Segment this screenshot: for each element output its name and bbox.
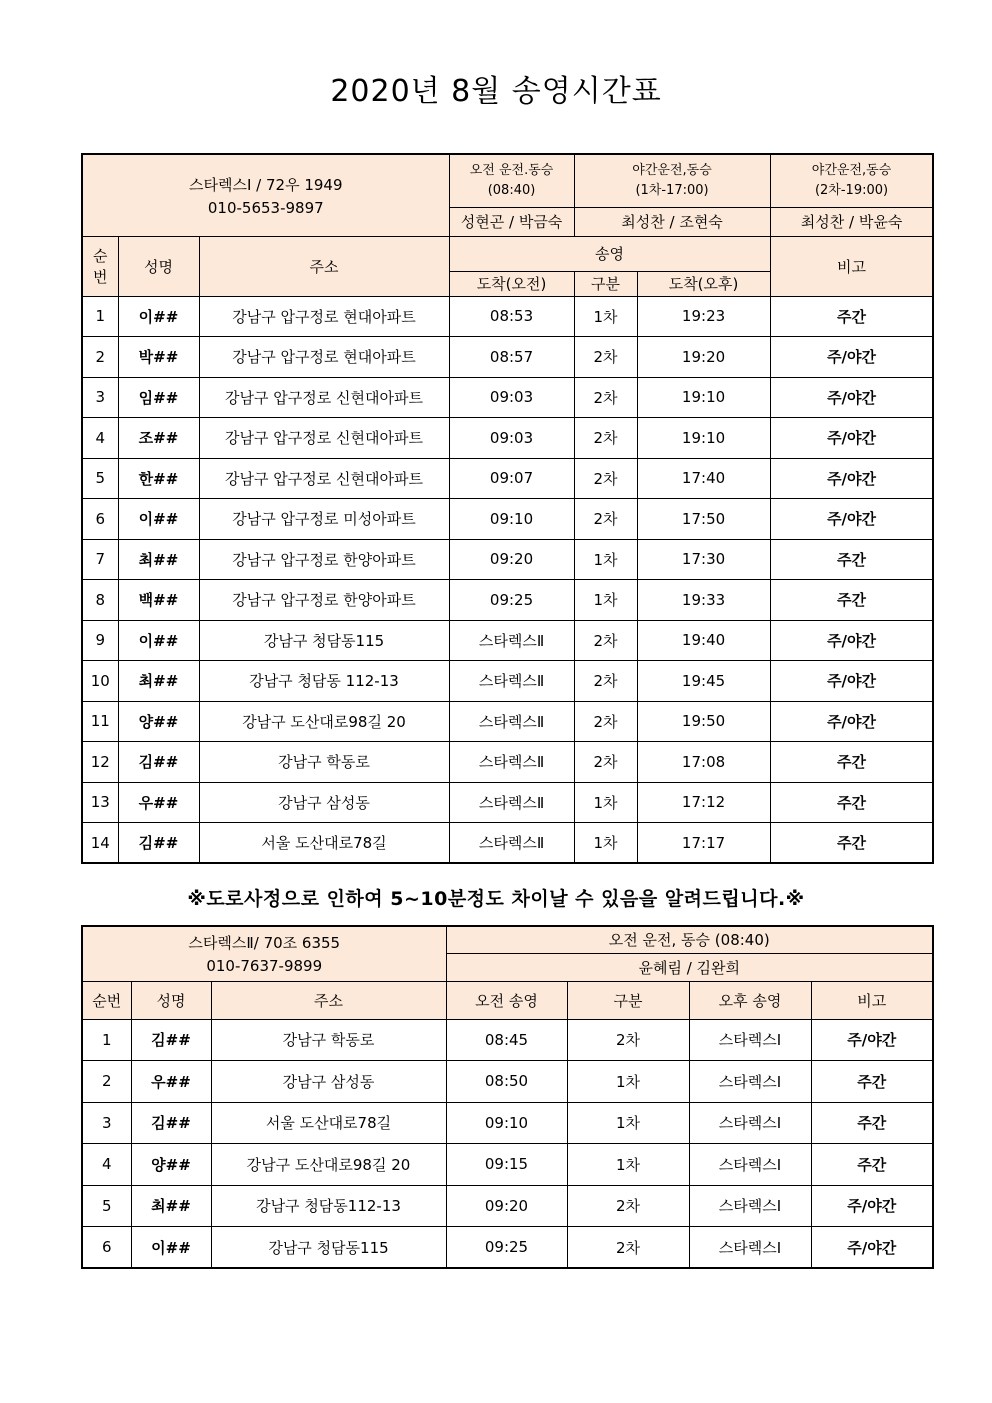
cell-name: 양##	[131, 1144, 211, 1186]
column-header-am: 오전 송영	[446, 981, 567, 1019]
column-header-note: 비고	[770, 236, 933, 296]
cell-note: 주/야간	[770, 620, 933, 661]
cell-address: 강남구 청담동 112-13	[199, 661, 449, 702]
vehicle1-schedule-table	[81, 153, 934, 864]
cell-am: 스타렉스Ⅱ	[449, 701, 574, 742]
column-header-address: 주소	[211, 981, 446, 1019]
cell-no: 13	[82, 782, 118, 823]
cell-address: 강남구 청담동115	[199, 620, 449, 661]
cell-group: 1차	[567, 1144, 689, 1186]
cell-group: 2차	[574, 661, 637, 702]
cell-pm: 19:23	[637, 296, 770, 337]
cell-group: 1차	[567, 1102, 689, 1144]
cell-pm: 19:45	[637, 661, 770, 702]
cell-no: 6	[82, 499, 118, 540]
cell-name: 양##	[118, 701, 199, 742]
vehicle2-staff: 윤혜림 / 김완희	[446, 953, 933, 981]
cell-no: 14	[82, 823, 118, 864]
cell-group: 1차	[574, 823, 637, 864]
table-row	[82, 701, 933, 742]
table-row	[82, 620, 933, 661]
cell-am: 스타렉스Ⅱ	[449, 661, 574, 702]
table-row	[82, 1227, 933, 1269]
cell-address: 강남구 학동로	[199, 742, 449, 783]
cell-no: 4	[82, 418, 118, 459]
cell-note: 주/야간	[770, 377, 933, 418]
table-row	[82, 499, 933, 540]
cell-address: 강남구 삼성동	[211, 1061, 446, 1103]
cell-group: 2차	[567, 1019, 689, 1061]
cell-address: 서울 도산대로78길	[211, 1102, 446, 1144]
cell-am: 스타렉스Ⅱ	[449, 620, 574, 661]
cell-note: 주/야간	[770, 661, 933, 702]
cell-group: 1차	[574, 296, 637, 337]
cell-no: 8	[82, 580, 118, 621]
cell-name: 최##	[118, 661, 199, 702]
cell-name: 조##	[118, 418, 199, 459]
column-header-arrive-am: 도착(오전)	[449, 271, 574, 296]
cell-am: 09:07	[449, 458, 574, 499]
vehicle1-phone: 010-5653-9897	[207, 198, 324, 217]
cell-name: 임##	[118, 377, 199, 418]
cell-am: 스타렉스Ⅱ	[449, 742, 574, 783]
table-row	[82, 823, 933, 864]
cell-note: 주/야간	[770, 499, 933, 540]
cell-group: 2차	[567, 1185, 689, 1227]
cell-note: 주간	[811, 1061, 933, 1103]
cell-group: 2차	[574, 337, 637, 378]
cell-address: 강남구 청담동112-13	[211, 1185, 446, 1227]
cell-no: 6	[82, 1227, 131, 1269]
cell-address: 강남구 압구정로 한양아파트	[199, 539, 449, 580]
cell-no: 5	[82, 458, 118, 499]
cell-note: 주/야간	[811, 1019, 933, 1061]
column-header-no: 순 번	[82, 236, 118, 296]
cell-am: 스타렉스Ⅱ	[449, 823, 574, 864]
table-row	[82, 377, 933, 418]
cell-name: 이##	[118, 296, 199, 337]
cell-address: 서울 도산대로78길	[199, 823, 449, 864]
cell-no: 1	[82, 296, 118, 337]
table-row	[82, 539, 933, 580]
column-header-note: 비고	[811, 981, 933, 1019]
column-header-no: 순번	[82, 981, 131, 1019]
cell-name: 이##	[131, 1227, 211, 1269]
cell-pm: 17:12	[637, 782, 770, 823]
cell-group: 2차	[574, 458, 637, 499]
cell-note: 주간	[770, 823, 933, 864]
cell-am: 09:25	[449, 580, 574, 621]
cell-no: 3	[82, 1102, 131, 1144]
cell-pm: 19:20	[637, 337, 770, 378]
cell-no: 11	[82, 701, 118, 742]
cell-am: 08:45	[446, 1019, 567, 1061]
table-row	[82, 782, 933, 823]
cell-note: 주/야간	[811, 1227, 933, 1269]
cell-pm: 스타렉스Ⅰ	[689, 1102, 811, 1144]
cell-group: 2차	[574, 742, 637, 783]
shift-header: 야간운전,동승 (2차-19:00)	[770, 154, 933, 207]
vehicle2-info	[82, 926, 446, 981]
vehicle2-shift: 오전 운전, 동승 (08:40)	[446, 926, 933, 953]
cell-am: 08:57	[449, 337, 574, 378]
cell-note: 주/야간	[770, 337, 933, 378]
cell-name: 우##	[131, 1061, 211, 1103]
cell-am: 스타렉스Ⅱ	[449, 782, 574, 823]
cell-note: 주/야간	[770, 418, 933, 459]
shift-header: 야간운전,동승 (1차-17:00)	[574, 154, 770, 207]
cell-pm: 스타렉스Ⅰ	[689, 1227, 811, 1269]
cell-pm: 17:50	[637, 499, 770, 540]
cell-pm: 19:10	[637, 377, 770, 418]
cell-pm: 19:50	[637, 701, 770, 742]
cell-note: 주간	[770, 296, 933, 337]
cell-address: 강남구 압구정로 현대아파트	[199, 337, 449, 378]
cell-address: 강남구 청담동115	[211, 1227, 446, 1269]
cell-address: 강남구 압구정로 미성아파트	[199, 499, 449, 540]
cell-group: 2차	[574, 620, 637, 661]
cell-pm: 19:33	[637, 580, 770, 621]
cell-pm: 19:40	[637, 620, 770, 661]
table-row	[82, 337, 933, 378]
cell-group: 1차	[574, 539, 637, 580]
cell-name: 김##	[118, 823, 199, 864]
cell-address: 강남구 압구정로 현대아파트	[199, 296, 449, 337]
cell-address: 강남구 압구정로 한양아파트	[199, 580, 449, 621]
cell-note: 주간	[770, 580, 933, 621]
cell-group: 2차	[574, 499, 637, 540]
cell-am: 09:10	[446, 1102, 567, 1144]
notice-text: ※도로사정으로 인하여 5~10분정도 차이날 수 있음을 알려드립니다.※	[187, 888, 805, 910]
column-header-pm: 오후 송영	[689, 981, 811, 1019]
cell-am: 09:25	[446, 1227, 567, 1269]
table-row	[82, 1019, 933, 1061]
cell-name: 백##	[118, 580, 199, 621]
cell-name: 박##	[118, 337, 199, 378]
cell-no: 2	[82, 1061, 131, 1103]
cell-name: 김##	[131, 1102, 211, 1144]
cell-group: 1차	[574, 782, 637, 823]
cell-pm: 19:10	[637, 418, 770, 459]
table-row	[82, 1102, 933, 1144]
cell-note: 주간	[770, 782, 933, 823]
cell-pm: 17:17	[637, 823, 770, 864]
cell-no: 3	[82, 377, 118, 418]
column-header-name: 성명	[118, 236, 199, 296]
cell-name: 김##	[118, 742, 199, 783]
vehicle1-name: 스타렉스Ⅰ / 72우 1949	[189, 175, 343, 194]
cell-name: 최##	[118, 539, 199, 580]
shift-staff: 최성찬 / 조현숙	[574, 207, 770, 236]
page-title: 2020년 8월 송영시간표	[330, 74, 662, 109]
cell-no: 9	[82, 620, 118, 661]
cell-address: 강남구 도산대로98길 20	[211, 1144, 446, 1186]
column-header-group: 구분	[574, 271, 637, 296]
cell-note: 주/야간	[770, 701, 933, 742]
cell-am: 09:20	[449, 539, 574, 580]
cell-no: 12	[82, 742, 118, 783]
vehicle2-phone: 010-7637-9899	[206, 957, 323, 976]
cell-address: 강남구 도산대로98길 20	[199, 701, 449, 742]
column-header-name: 성명	[131, 981, 211, 1019]
cell-no: 4	[82, 1144, 131, 1186]
cell-pm: 스타렉스Ⅰ	[689, 1185, 811, 1227]
vehicle2-schedule-table	[81, 925, 934, 1269]
table-row	[82, 1061, 933, 1103]
cell-note: 주/야간	[811, 1185, 933, 1227]
cell-group: 1차	[567, 1061, 689, 1103]
cell-group: 2차	[574, 701, 637, 742]
column-header-arrive-pm: 도착(오후)	[637, 271, 770, 296]
cell-no: 5	[82, 1185, 131, 1227]
table-row	[82, 418, 933, 459]
cell-no: 7	[82, 539, 118, 580]
table-row	[82, 1144, 933, 1186]
cell-pm: 17:40	[637, 458, 770, 499]
cell-note: 주간	[811, 1102, 933, 1144]
cell-group: 2차	[574, 418, 637, 459]
cell-am: 09:03	[449, 377, 574, 418]
cell-am: 09:10	[449, 499, 574, 540]
cell-pm: 17:08	[637, 742, 770, 783]
cell-am: 09:20	[446, 1185, 567, 1227]
vehicle2-name: 스타렉스Ⅱ/ 70조 6355	[188, 934, 341, 953]
cell-am: 08:50	[446, 1061, 567, 1103]
shift-staff: 최성찬 / 박윤숙	[770, 207, 933, 236]
cell-name: 이##	[118, 499, 199, 540]
cell-pm: 스타렉스Ⅰ	[689, 1019, 811, 1061]
column-header-address: 주소	[199, 236, 449, 296]
cell-note: 주간	[770, 539, 933, 580]
cell-note: 주/야간	[770, 458, 933, 499]
table-row	[82, 296, 933, 337]
vehicle1-info	[82, 154, 449, 236]
cell-address: 강남구 압구정로 신현대아파트	[199, 418, 449, 459]
cell-pm: 스타렉스Ⅰ	[689, 1061, 811, 1103]
cell-no: 2	[82, 337, 118, 378]
shift-staff: 성현곤 / 박금숙	[449, 207, 574, 236]
cell-group: 2차	[574, 377, 637, 418]
cell-name: 김##	[131, 1019, 211, 1061]
shift-header: 오전 운전.동승 (08:40)	[449, 154, 574, 207]
cell-address: 강남구 삼성동	[199, 782, 449, 823]
cell-group: 2차	[567, 1227, 689, 1269]
cell-address: 강남구 압구정로 신현대아파트	[199, 377, 449, 418]
cell-no: 10	[82, 661, 118, 702]
cell-note: 주간	[770, 742, 933, 783]
cell-pm: 스타렉스Ⅰ	[689, 1144, 811, 1186]
table-row	[82, 458, 933, 499]
cell-name: 한##	[118, 458, 199, 499]
column-header-transport: 송영	[449, 236, 770, 271]
table-row	[82, 661, 933, 702]
cell-pm: 17:30	[637, 539, 770, 580]
cell-address: 강남구 학동로	[211, 1019, 446, 1061]
cell-address: 강남구 압구정로 신현대아파트	[199, 458, 449, 499]
cell-am: 09:03	[449, 418, 574, 459]
column-header-group: 구분	[567, 981, 689, 1019]
cell-note: 주간	[811, 1144, 933, 1186]
cell-name: 최##	[131, 1185, 211, 1227]
table-row	[82, 580, 933, 621]
cell-am: 09:15	[446, 1144, 567, 1186]
cell-group: 1차	[574, 580, 637, 621]
table-row	[82, 742, 933, 783]
table-row	[82, 1185, 933, 1227]
cell-name: 이##	[118, 620, 199, 661]
cell-am: 08:53	[449, 296, 574, 337]
cell-name: 우##	[118, 782, 199, 823]
cell-no: 1	[82, 1019, 131, 1061]
